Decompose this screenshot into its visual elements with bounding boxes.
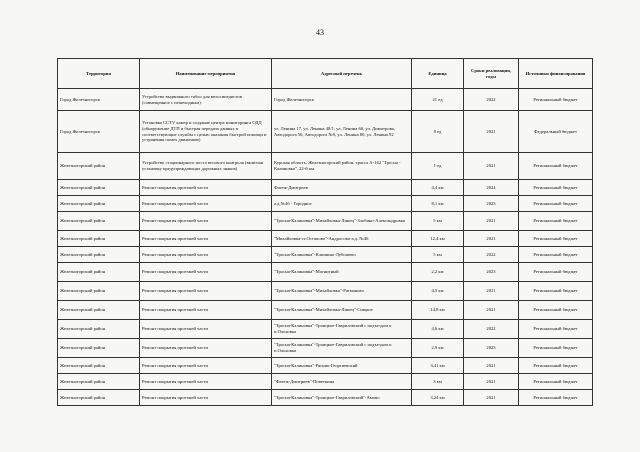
cell-territory: Железногорский район (58, 196, 140, 212)
table-row (58, 263, 593, 282)
cell-source: Региональный бюджет (519, 247, 593, 263)
cell-source: Региональный бюджет (519, 212, 593, 231)
cell-activity: Ремонт покрытия проезжей части (140, 180, 272, 196)
table-row (58, 212, 593, 231)
cell-territory: Железногорский район (58, 320, 140, 339)
cell-source: Региональный бюджет (519, 89, 593, 111)
cell-address: ул. Ленина 17, ул. Ленина 40/1, ул. Ленина 60, ул. Димитрова, Автодорога 56, Автодорога №9, ул. Ленина 80, ул. Ленина 92 (272, 111, 412, 153)
table-row (58, 111, 593, 153)
activities-table (57, 58, 593, 406)
table-row (58, 301, 593, 320)
cell-address: "Тросна-Калиновка"-Троицкое-Гавриловский с подъездом к п.Ольховка (272, 320, 412, 339)
cell-year: 2021 (464, 358, 519, 374)
table-row (58, 153, 593, 180)
cell-territory: Железногорский район (58, 374, 140, 390)
cell-unit: 4,5 км (412, 282, 464, 301)
cell-unit: 5 км (412, 212, 464, 231)
cell-unit: 14,8 км (412, 301, 464, 320)
cell-year: 2021 (464, 390, 519, 406)
table-row (58, 339, 593, 358)
cell-year: 2022 (464, 320, 519, 339)
cell-activity: Ремонт покрытия проезжей части (140, 282, 272, 301)
table-row (58, 196, 593, 212)
cell-source: Региональный бюджет (519, 282, 593, 301)
table-row (58, 89, 593, 111)
cell-source: Региональный бюджет (519, 263, 593, 282)
cell-activity: Ремонт покрытия проезжей части (140, 247, 272, 263)
cell-address: Город Железногорск (272, 89, 412, 111)
cell-unit: 5 км (412, 247, 464, 263)
cell-year: 2021 (464, 282, 519, 301)
cell-year: 2021 (464, 301, 519, 320)
cell-territory: Железногорский район (58, 339, 140, 358)
cell-address: "Тросна-Калиновка"-Магнитный (272, 263, 412, 282)
cell-source: Региональный бюджет (519, 374, 593, 390)
cell-year: 2024 (464, 180, 519, 196)
cell-activity: Ремонт покрытия проезжей части (140, 301, 272, 320)
table-row (58, 282, 593, 301)
table-row (58, 320, 593, 339)
cell-address: "Тросна-Калиновка"-Троицкое-Гавриловский с подъездом к п.Ольховка (272, 339, 412, 358)
cell-source: Региональный бюджет (519, 153, 593, 180)
cell-year: 2021 (464, 212, 519, 231)
cell-address: "Тросна-Калиновка"-Михайловка-Линец"-Сищкое (272, 301, 412, 320)
cell-unit: 3,24 км (412, 390, 464, 406)
cell-unit: 4,6 км (412, 320, 464, 339)
cell-territory: Железногорский район (58, 263, 140, 282)
cell-year: 2023 (464, 196, 519, 212)
table-header-row (58, 59, 593, 89)
cell-territory: Железногорский район (58, 247, 140, 263)
cell-address: "Тросна-Калиновка"-Клишино-Лубошево (272, 247, 412, 263)
cell-unit: 3 км (412, 374, 464, 390)
cell-source: Региональный бюджет (519, 301, 593, 320)
cell-address: Курская область, Железногорский район, трасса А-142 "Тросна - Калиновка", 22-й км. (272, 153, 412, 180)
cell-unit: 1 ед (412, 153, 464, 180)
cell-activity: Ремонт покрытия проезжей части (140, 320, 272, 339)
cell-unit: 8 ед (412, 111, 464, 153)
cell-territory: Железногорский район (58, 180, 140, 196)
cell-unit: 3,41 км (412, 358, 464, 374)
header-territory: Территория (58, 59, 140, 89)
header-address: Адресный перечень (272, 59, 412, 89)
table-row (58, 358, 593, 374)
cell-activity: Ремонт покрытия проезжей части (140, 339, 272, 358)
cell-source: Региональный бюджет (519, 231, 593, 247)
cell-activity: Установка CCTV камер и создание центра мониторинга ОДД (обнаружение ДТП и быстрая передача данных в соответствующие службы с целью оказания быстрой помощи и устранения помех движению) (140, 111, 272, 153)
table-row (58, 247, 593, 263)
cell-source: Региональный бюджет (519, 196, 593, 212)
cell-activity: Устройство стационарного поста весового контроля (включая установку предупреждающих дорожных знаков) (140, 153, 272, 180)
cell-address: "Михайловка-ст.Остапово"-Андросово-а.д. №46 (272, 231, 412, 247)
cell-source: Федеральный бюджет (519, 111, 593, 153)
cell-address: а.д.№46 - Городное (272, 196, 412, 212)
cell-year: 2022 (464, 89, 519, 111)
table-row (58, 180, 593, 196)
cell-territory: Железногорский район (58, 231, 140, 247)
cell-source: Региональный бюджет (519, 339, 593, 358)
header-year: Сроки реализации, годы (464, 59, 519, 89)
cell-address: "Тросна-Калиновка"-Троицкое-Гавриловский"-Амово (272, 390, 412, 406)
cell-year: 2021 (464, 231, 519, 247)
table-row (58, 231, 593, 247)
cell-unit: 4,4 км (412, 180, 464, 196)
cell-activity: Ремонт покрытия проезжей части (140, 196, 272, 212)
cell-activity: Ремонт покрытия проезжей части (140, 374, 272, 390)
cell-activity: Ремонт покрытия проезжей части (140, 358, 272, 374)
cell-unit: 12,4 км (412, 231, 464, 247)
table-body (58, 89, 593, 406)
header-unit: Единица (412, 59, 464, 89)
cell-year: 2023 (464, 263, 519, 282)
cell-territory: Железногорский район (58, 301, 140, 320)
cell-activity: Ремонт покрытия проезжей части (140, 231, 272, 247)
cell-territory: Город Железногорск (58, 111, 140, 153)
cell-activity: Ремонт покрытия проезжей части (140, 390, 272, 406)
cell-source: Региональный бюджет (519, 320, 593, 339)
cell-year: 2023 (464, 339, 519, 358)
header-source: Источники финансирования (519, 59, 593, 89)
cell-territory: Железногорский район (58, 390, 140, 406)
cell-unit: 21 ед (412, 89, 464, 111)
cell-source: Региональный бюджет (519, 390, 593, 406)
cell-address: "Тросна-Калиновка"-Рясник-Георгиевский (272, 358, 412, 374)
table-row (58, 390, 593, 406)
cell-territory: Железногорский район (58, 358, 140, 374)
cell-address: Фатеж-Дмитриев (272, 180, 412, 196)
cell-address: "Фатеж-Дмитриев"-Поветкина (272, 374, 412, 390)
cell-unit: 2,2 км (412, 263, 464, 282)
cell-address: "Тросна-Калиновка"-Михайловка"-Ратманово (272, 282, 412, 301)
cell-year: 2021 (464, 374, 519, 390)
cell-unit: 8,1 км (412, 196, 464, 212)
cell-source: Региональный бюджет (519, 358, 593, 374)
table-row (58, 374, 593, 390)
cell-year: 2021 (464, 111, 519, 153)
cell-territory: Железногорский район (58, 153, 140, 180)
cell-unit: 2,9 км (412, 339, 464, 358)
cell-territory: Железногорский район (58, 282, 140, 301)
cell-activity: Ремонт покрытия проезжей части (140, 212, 272, 231)
page-number: 43 (316, 28, 324, 37)
cell-address: "Тросна-Калиновка"-Михайловка-Линец"-Злобино-Александровка (272, 212, 412, 231)
cell-year: 2021 (464, 153, 519, 180)
cell-source: Региональный бюджет (519, 180, 593, 196)
cell-territory: Железногорский район (58, 212, 140, 231)
cell-year: 2022 (464, 247, 519, 263)
header-activity: Наименование мероприятия (140, 59, 272, 89)
cell-activity: Ремонт покрытия проезжей части (140, 263, 272, 282)
cell-territory: Город Железногорск (58, 89, 140, 111)
cell-activity: Устройство выдвижного табло для велосипедистов (совмещенное с пешеходным) (140, 89, 272, 111)
